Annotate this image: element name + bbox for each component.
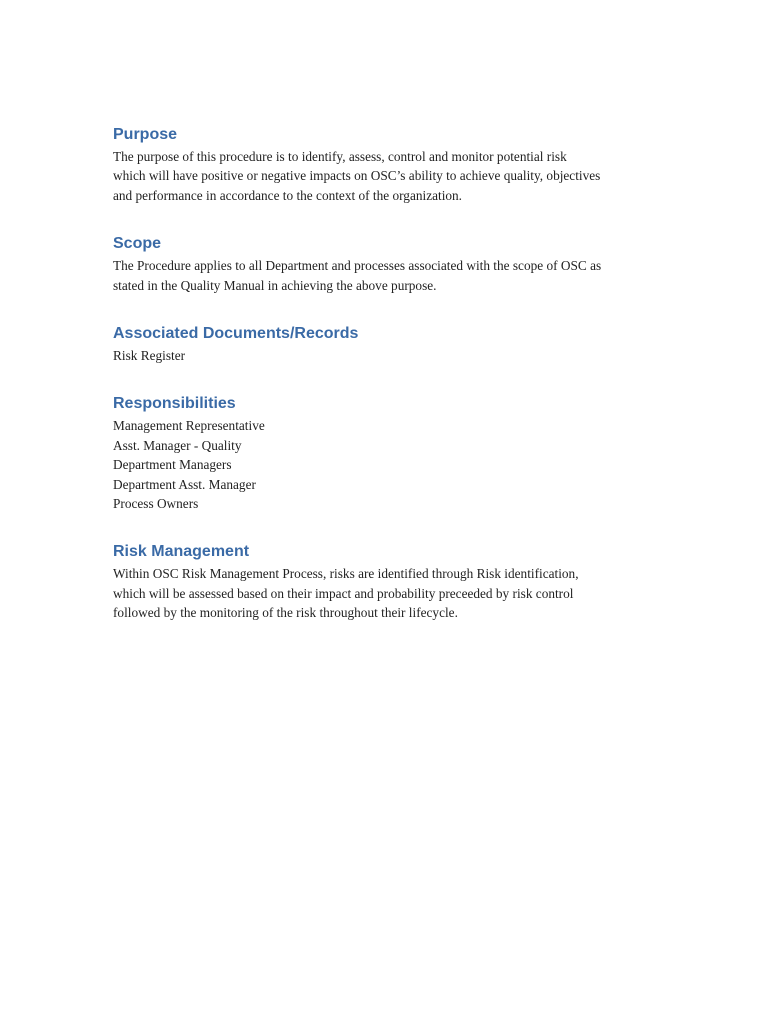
- body-line: which will be assessed based on their impact and probability preceeded by risk control: [113, 585, 574, 601]
- section-body-risk-management: [113, 564, 658, 622]
- body-line: Within OSC Risk Management Process, risks are identified through Risk identification,: [113, 566, 579, 582]
- list-item: Management Representative: [113, 418, 265, 434]
- body-line: and performance in accordance to the context of the organization.: [113, 187, 463, 203]
- list-item: Asst. Manager - Quality: [113, 437, 242, 453]
- section-risk-management: [113, 541, 658, 622]
- body-line: The Procedure applies to all Department and processes associated with the scope of OSC as: [113, 258, 602, 274]
- section-purpose: [113, 124, 658, 205]
- list-item: Process Owners: [113, 496, 199, 512]
- section-body-purpose: [113, 147, 658, 205]
- section-responsibilities: [113, 393, 658, 513]
- document-page: [113, 124, 658, 651]
- body-line: followed by the monitoring of the risk throughout their lifecycle.: [113, 605, 458, 621]
- body-line: The purpose of this procedure is to identify, assess, control and monitor potential risk: [113, 149, 567, 164]
- section-heading-risk-management: Risk Management: [113, 543, 250, 561]
- section-body-scope: [113, 256, 658, 295]
- section-heading-scope: Scope: [113, 235, 162, 253]
- list-item: Department Managers: [113, 457, 232, 473]
- section-heading-purpose: Purpose: [113, 126, 178, 143]
- section-scope: [113, 233, 658, 295]
- section-heading-responsibilities: Responsibilities: [113, 395, 236, 413]
- list-item: Department Asst. Manager: [113, 476, 256, 492]
- body-line: stated in the Quality Manual in achieving the above purpose.: [113, 277, 437, 293]
- body-line: Risk Register: [113, 348, 186, 364]
- body-line: which will have positive or negative impacts on OSC’s ability to achieve quality, objectives: [113, 168, 601, 184]
- section-associated-documents: [113, 323, 658, 365]
- responsibilities-list: [113, 416, 658, 513]
- section-body-associated-documents: [113, 346, 658, 365]
- section-heading-associated-documents: Associated Documents/Records: [113, 325, 359, 343]
